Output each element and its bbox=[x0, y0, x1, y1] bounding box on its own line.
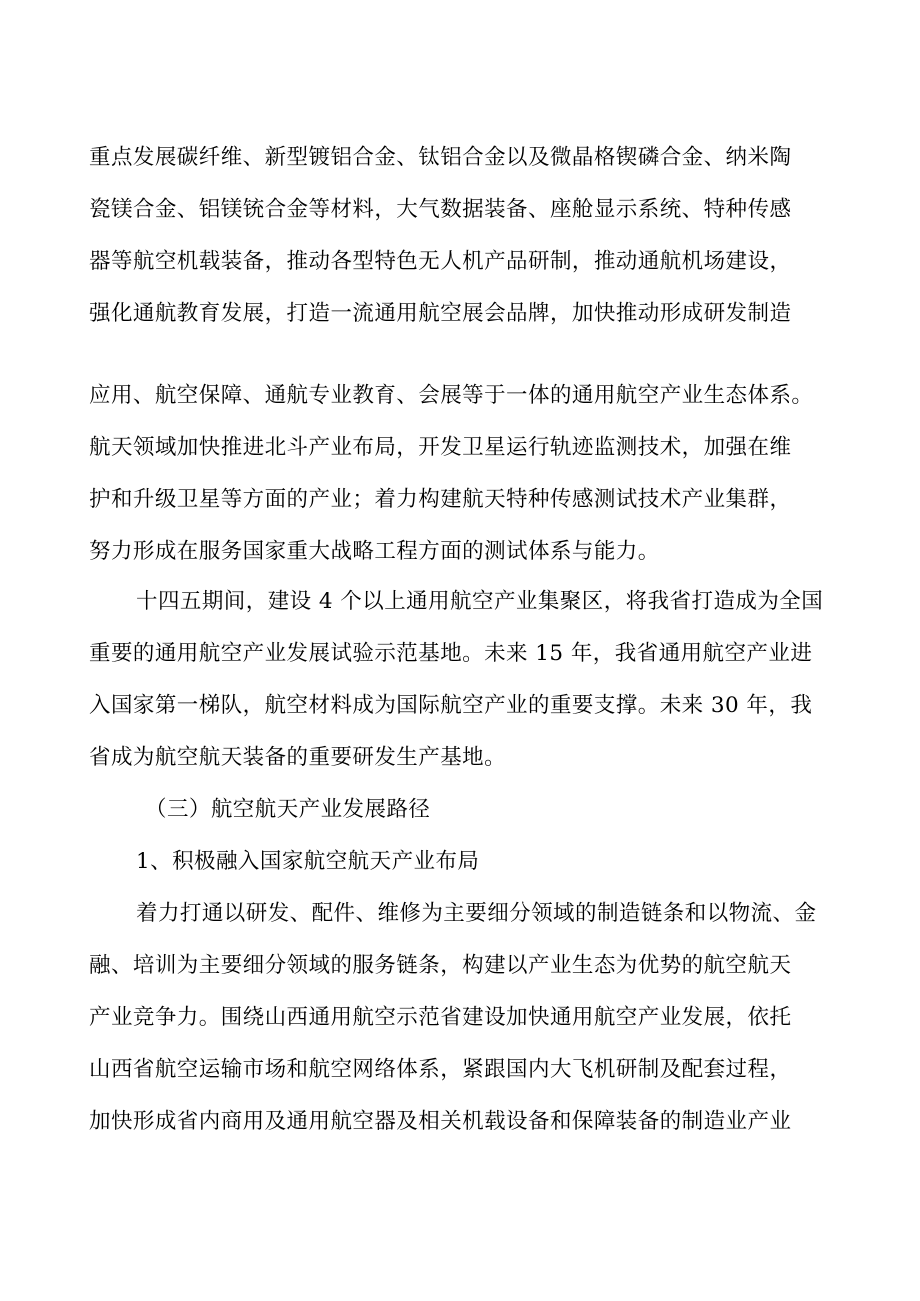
paragraph-2-line-4: 省成为航空航天装备的重要研发生产基地。 bbox=[89, 745, 507, 770]
paragraph-3-line-1: 着力打通以研发、配件、维修为主要细分领域的制造链条和以物流、金 bbox=[136, 901, 817, 926]
paragraph-3-line-2: 融、培训为主要细分领域的服务链条，构建以产业生态为优势的航空航天 bbox=[89, 953, 792, 978]
section-heading: （三）航空航天产业发展路径 bbox=[145, 797, 431, 822]
paragraph-2-line-1: 十四五期间，建设 4 个以上通用航空产业集聚区，将我省打造成为全国 bbox=[136, 589, 824, 614]
paragraph-1-line-7: 护和升级卫星等方面的产业；着力构建航天特种传感测试技术产业集群， bbox=[89, 487, 792, 512]
paragraph-2-line-3: 入国家第一梯队，航空材料成为国际航空产业的重要支撑。未来 30 年，我 bbox=[89, 693, 813, 718]
paragraph-1-line-1: 重点发展碳纤维、新型镀铝合金、钛铝合金以及微晶格锲磷合金、纳米陶 bbox=[89, 145, 792, 170]
paragraph-1-line-6: 航天领域加快推进北斗产业布局，开发卫星运行轨迹监测技术，加强在维 bbox=[89, 435, 792, 460]
paragraph-1-line-4: 强化通航教育发展，打造一流通用航空展会品牌，加快推动形成研发制造 bbox=[89, 301, 792, 326]
paragraph-1-line-8: 努力形成在服务国家重大战略工程方面的测试体系与能力。 bbox=[89, 539, 660, 564]
paragraph-1-line-5: 应用、航空保障、通航专业教育、会展等于一体的通用航空产业生态体系。 bbox=[89, 383, 814, 408]
paragraph-2-line-2: 重要的通用航空产业发展试验示范基地。未来 15 年，我省通用航空产业进 bbox=[89, 641, 813, 666]
paragraph-1-line-3: 器等航空机载装备，推动各型特色无人机产品研制，推动通航机场建设， bbox=[89, 249, 792, 274]
paragraph-3-line-3: 产业竞争力。围绕山西通用航空示范省建设加快通用航空产业发展，依托 bbox=[89, 1005, 792, 1030]
subsection-heading: 1、积极融入国家航空航天产业布局 bbox=[136, 849, 480, 874]
paragraph-3-line-5: 加快形成省内商用及通用航空器及相关机载设备和保障装备的制造业产业 bbox=[89, 1109, 792, 1134]
paragraph-1-line-2: 瓷镁合金、铝镁铳合金等材料，大气数据装备、座舱显示系统、特种传感 bbox=[89, 197, 792, 222]
paragraph-3-line-4: 山西省航空运输市场和航空网络体系，紧跟国内大飞机研制及配套过程， bbox=[89, 1057, 792, 1082]
